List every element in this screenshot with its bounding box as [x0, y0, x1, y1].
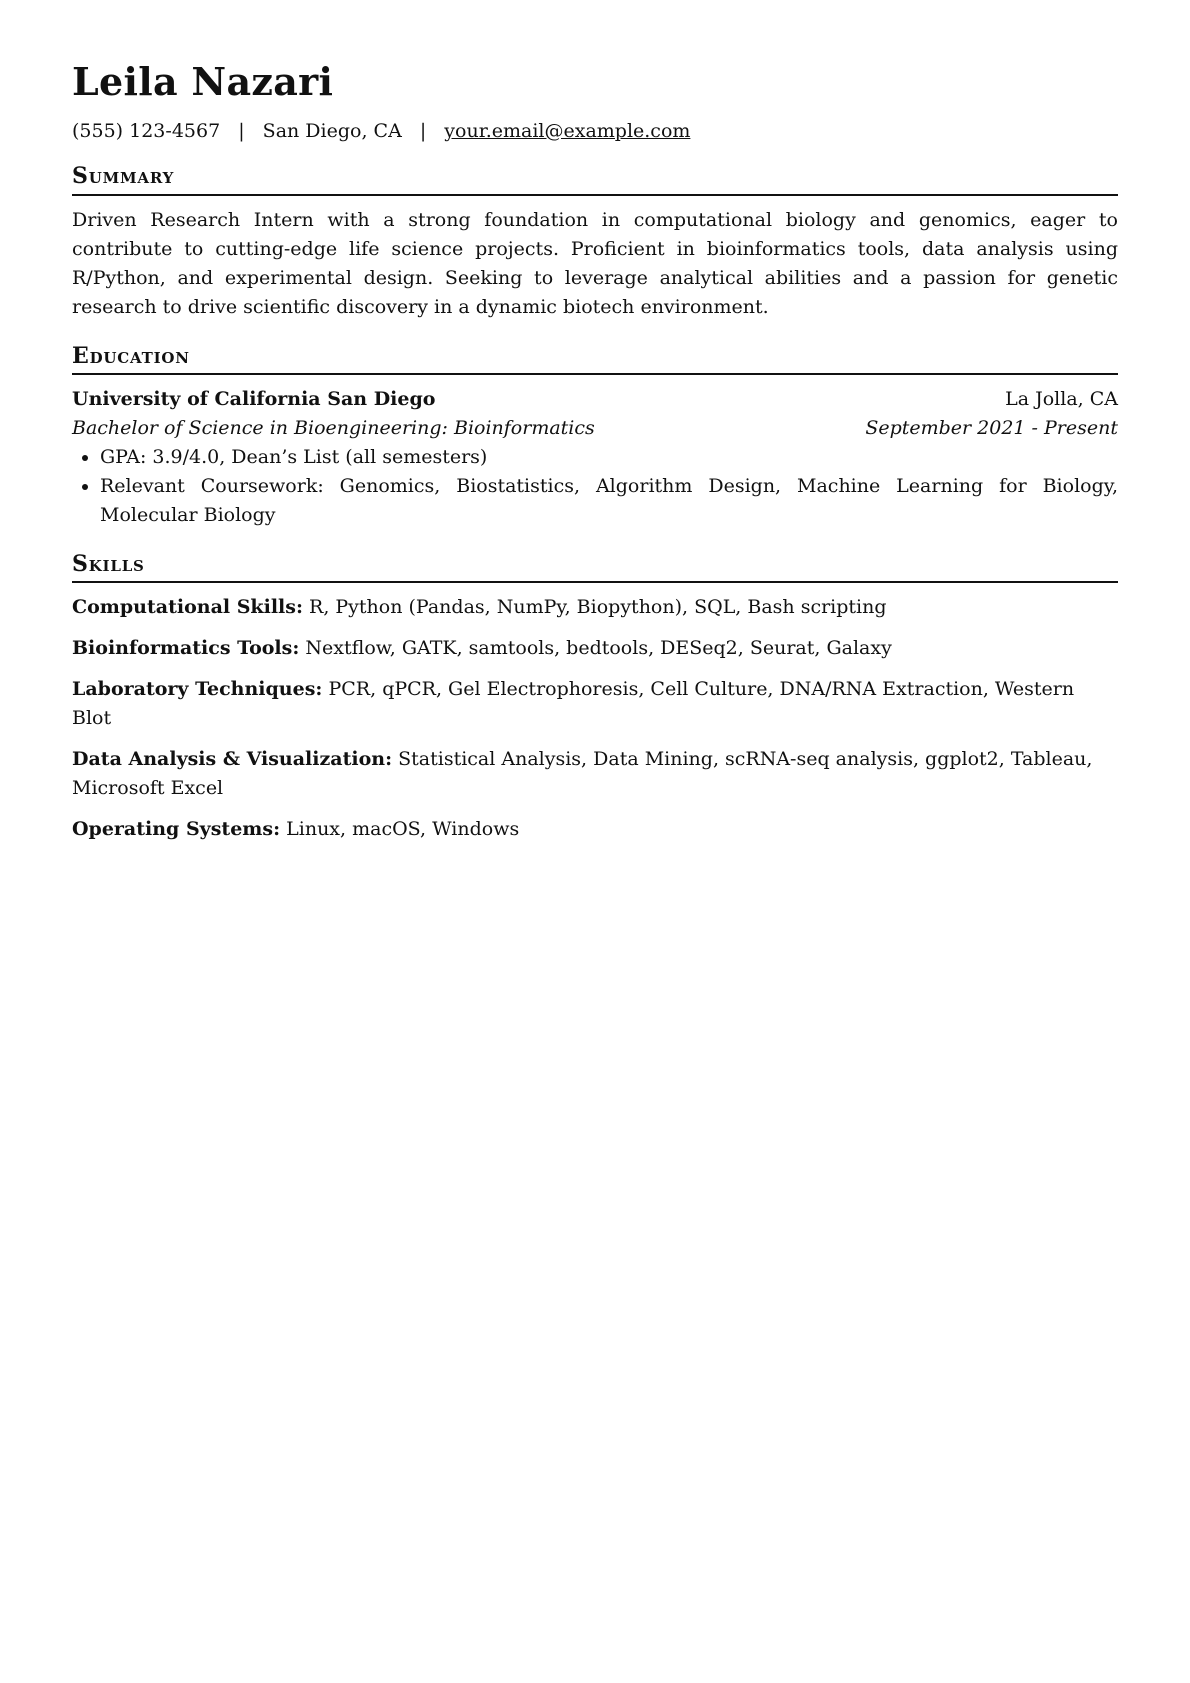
skills-list: [72, 593, 1118, 844]
summary-text: Driven Research Intern with a strong foundation in computational biology and genomics, eager to contribute to cutting-edge life science projects. Proficient in bioinformatics tools, data analysis using R/Python, and experimental design. Seeking to leverage analytical abilities and a passion for genetic research to drive scientific discovery in a dynamic biotech environment.: [72, 208, 1118, 318]
skill-value: R, Python (Pandas, NumPy, Biopython), SQL, Bash scripting: [309, 596, 887, 619]
skill-label: Data Analysis & Visualization:: [72, 748, 393, 771]
skill-label: Laboratory Techniques:: [72, 678, 323, 701]
skill-row-computational: [72, 593, 1118, 622]
education-degree-row: [72, 414, 1118, 443]
degree-dates: September 2021 - Present: [865, 417, 1118, 440]
skill-row-operating-systems: [72, 815, 1118, 844]
school-name: University of California San Diego: [72, 388, 436, 411]
skill-row-bioinformatics: [72, 634, 1118, 663]
education-section: [72, 344, 1118, 530]
phone-number: (555) 123-4567: [72, 119, 221, 142]
skill-value: Linux, macOS, Windows: [286, 818, 520, 841]
school-location: La Jolla, CA: [1005, 388, 1118, 411]
contact-line: [72, 120, 1118, 143]
skill-label: Bioinformatics Tools:: [72, 637, 300, 660]
candidate-name: Leila Nazari: [72, 59, 334, 104]
skill-label: Operating Systems:: [72, 818, 281, 841]
skills-heading: Skills: [72, 552, 1118, 583]
education-bullets: [72, 443, 1118, 530]
summary-section: [72, 164, 1118, 321]
degree-name: Bachelor of Science in Bioengineering: Bioinformatics: [72, 417, 595, 440]
skill-label: Computational Skills:: [72, 596, 303, 619]
contact-separator: |: [238, 119, 245, 142]
education-heading: Education: [72, 344, 1118, 375]
skill-value: PCR, qPCR, Gel Electrophoresis, Cell Culture, DNA/RNA Extraction, Western Blot: [72, 678, 1075, 730]
contact-separator: |: [419, 119, 427, 142]
education-school-row: [72, 385, 1118, 414]
list-item: • Relevant Coursework: Genomics, Biostatistics, Algorithm Design, Machine Learning for Biology, Molecular Biology: [100, 472, 1118, 530]
email-link[interactable]: your.email@example.com: [444, 119, 691, 142]
skills-section: [72, 552, 1118, 844]
list-item: • GPA: 3.9/4.0, Dean’s List (all semesters): [100, 443, 1118, 472]
summary-heading: Summary: [72, 164, 1118, 195]
skill-row-laboratory: [72, 675, 1118, 733]
location: San Diego, CA: [262, 119, 402, 142]
skill-row-data-analysis: [72, 745, 1118, 803]
skill-value: Statistical Analysis, Data Mining, scRNA-seq analysis, ggplot2, Tableau, Microsoft Excel: [72, 748, 1093, 800]
skill-value: Nextflow, GATK, samtools, bedtools, DESeq2, Seurat, Galaxy: [305, 637, 892, 660]
